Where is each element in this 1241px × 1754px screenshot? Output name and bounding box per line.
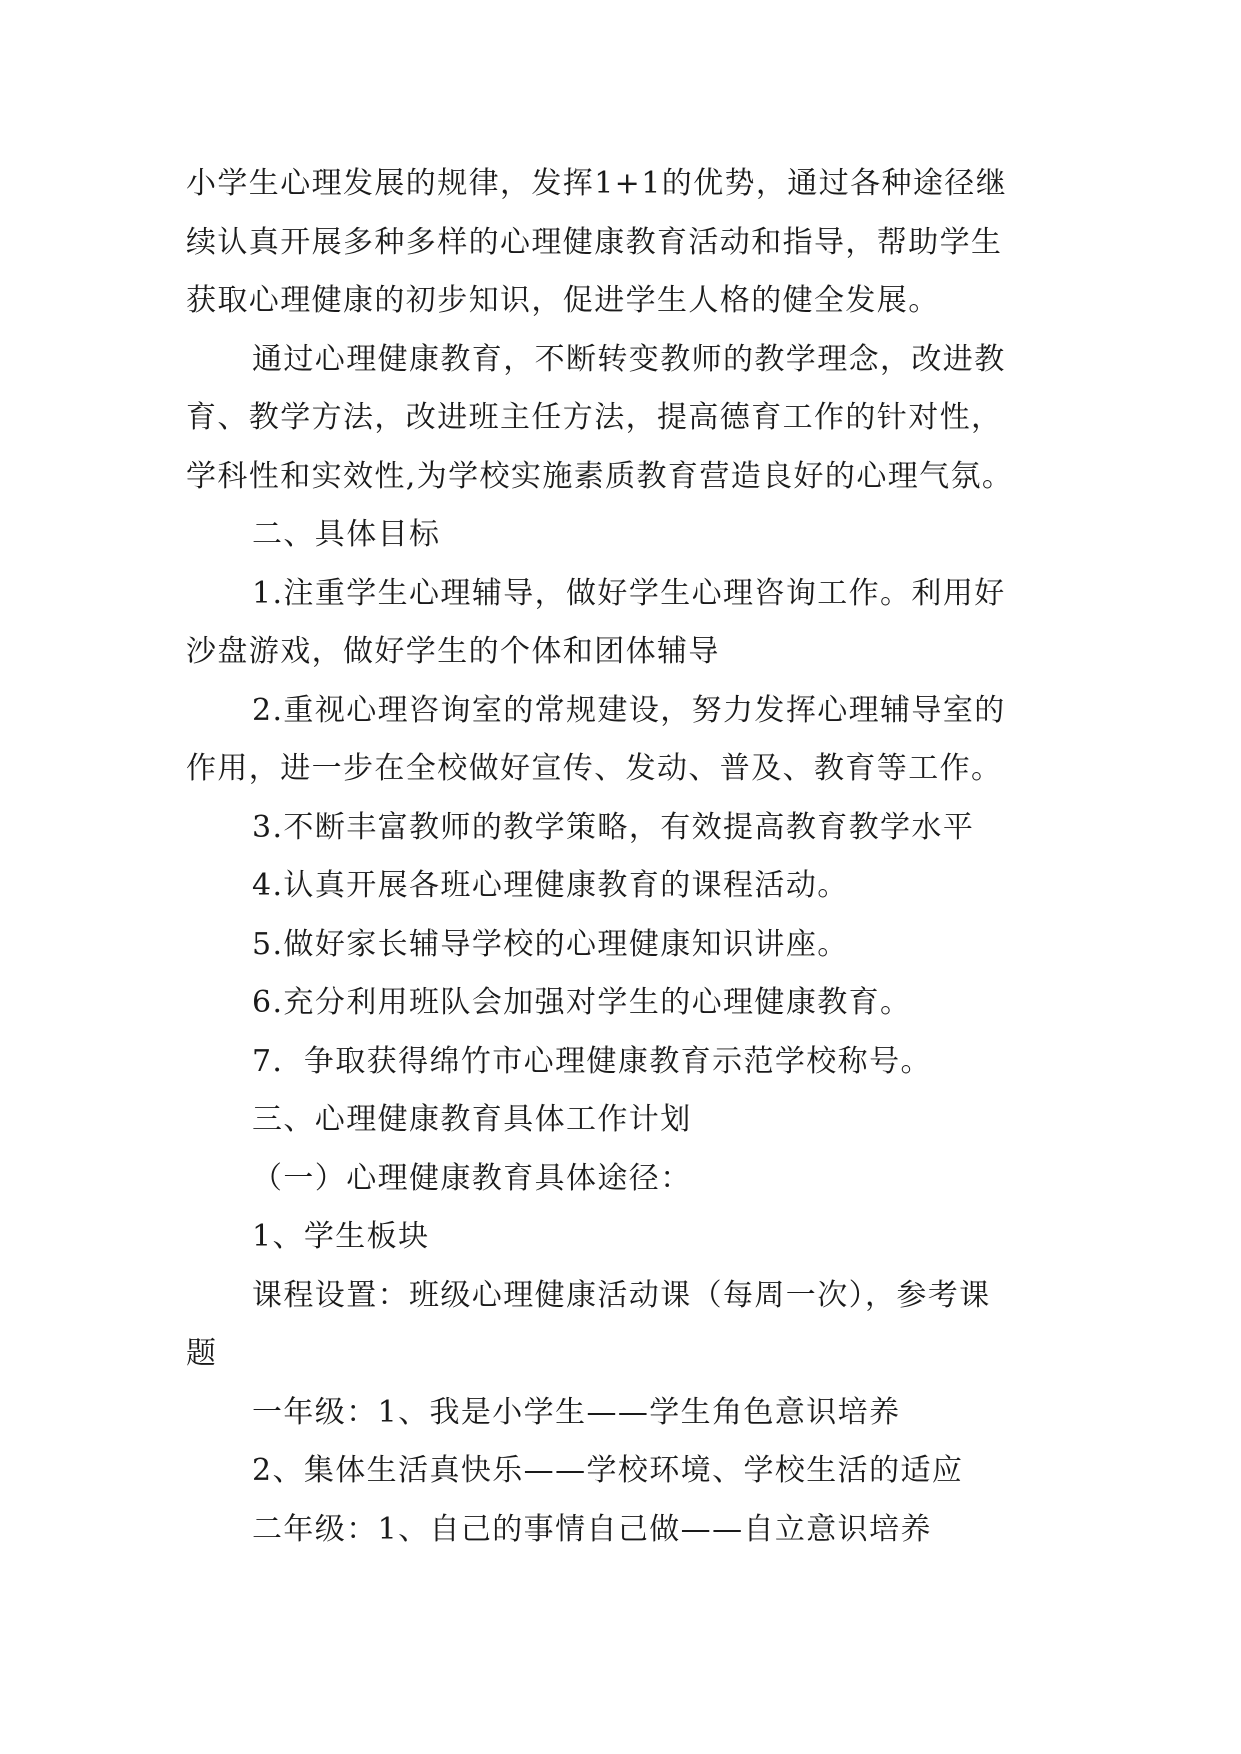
goal-item-1-continued: 沙盘游戏，做好学生的个体和团体辅导 — [186, 634, 720, 669]
goal-item-6: 6.充分利用班队会加强对学生的心理健康教育。 — [252, 985, 912, 1020]
course-setting-line: 课程设置：班级心理健康活动课（每周一次），参考课 — [252, 1277, 991, 1313]
grade-two-item-1: 二年级：1、自己的事情自己做——自立意识培养 — [252, 1511, 932, 1547]
goal-item-5: 5.做好家长辅导学校的心理健康知识讲座。 — [252, 926, 849, 962]
paragraph-line-6: 学科性和实效性,为学校实施素质教育营造良好的心理气氛。 — [186, 458, 1014, 494]
goal-item-7: 7．争取获得绵竹市心理健康教育示范学校称号。 — [252, 1043, 932, 1079]
paragraph-line-1: 小学生心理发展的规律，发挥1+1的优势，通过各种途径继 — [186, 166, 1008, 201]
document-body — [186, 155, 1066, 1559]
goal-item-3: 3.不断丰富教师的教学策略，有效提高教育教学水平 — [252, 809, 975, 845]
paragraph-line-4: 通过心理健康教育，不断转变教师的教学理念，改进教 — [252, 341, 1006, 377]
grade-one-item-1: 一年级：1、我是小学生——学生角色意识培养 — [252, 1394, 901, 1430]
paragraph-line-3: 获取心理健康的初步知识，促进学生人格的健全发展。 — [186, 283, 940, 318]
paragraph-line-5: 育、教学方法，改进班主任方法，提高德育工作的针对性， — [186, 400, 1003, 435]
goal-item-2: 2.重视心理咨询室的常规建设，努力发挥心理辅导室的 — [252, 692, 1006, 728]
section-heading-goals: 二、具体目标 — [252, 517, 441, 552]
goal-item-2-continued: 作用，进一步在全校做好宣传、发动、普及、教育等工作。 — [186, 751, 1003, 786]
grade-one-item-2: 2、集体生活真快乐——学校环境、学校生活的适应 — [252, 1453, 964, 1488]
section-heading-plan: 三、心理健康教育具体工作计划 — [252, 1102, 692, 1137]
subsection-heading-approaches: （一）心理健康教育具体途径： — [252, 1160, 692, 1196]
course-setting-line-continued: 题 — [186, 1336, 218, 1371]
subsection-heading-students: 1、学生板块 — [252, 1219, 430, 1254]
goal-item-4: 4.认真开展各班心理健康教育的课程活动。 — [252, 868, 849, 903]
goal-item-1: 1.注重学生心理辅导，做好学生心理咨询工作。利用好 — [252, 575, 1006, 611]
paragraph-line-2: 续认真开展多种多样的心理健康教育活动和指导，帮助学生 — [186, 224, 1003, 260]
